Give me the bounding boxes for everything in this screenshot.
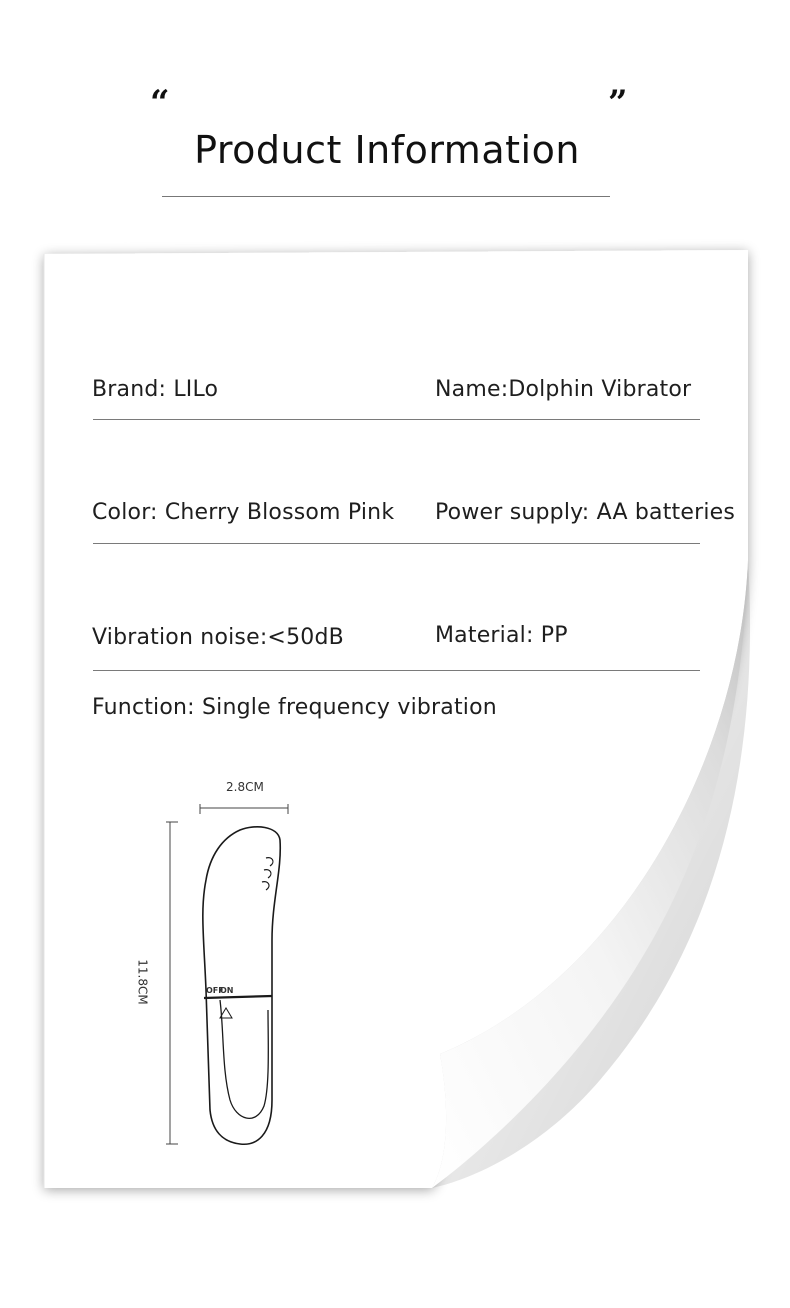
switch-on-label: ON xyxy=(220,986,234,995)
spec-vibration-noise: Vibration noise:<50dB xyxy=(92,625,344,650)
spec-function: Function: Single frequency vibration xyxy=(92,695,497,720)
page-title: Product Information xyxy=(194,128,580,172)
open-quote-mark: “ xyxy=(150,83,170,123)
spec-color: Color: Cherry Blossom Pink xyxy=(92,500,395,525)
close-quote-mark: ” xyxy=(608,83,628,123)
product-outline-diagram xyxy=(160,800,300,1160)
width-dimension-label: 2.8CM xyxy=(226,780,264,794)
switch-off-label: OFF xyxy=(206,986,224,995)
spec-brand: Brand: LILo xyxy=(92,377,219,402)
row-divider-3 xyxy=(93,670,700,671)
row-divider-1 xyxy=(93,419,700,420)
spec-power-supply: Power supply: AA batteries xyxy=(435,500,736,525)
spec-material: Material: PP xyxy=(435,623,568,648)
spec-name: Name:Dolphin Vibrator xyxy=(435,377,692,402)
height-dimension-label: 11.8CM xyxy=(135,959,150,1005)
row-divider-2 xyxy=(93,543,700,544)
